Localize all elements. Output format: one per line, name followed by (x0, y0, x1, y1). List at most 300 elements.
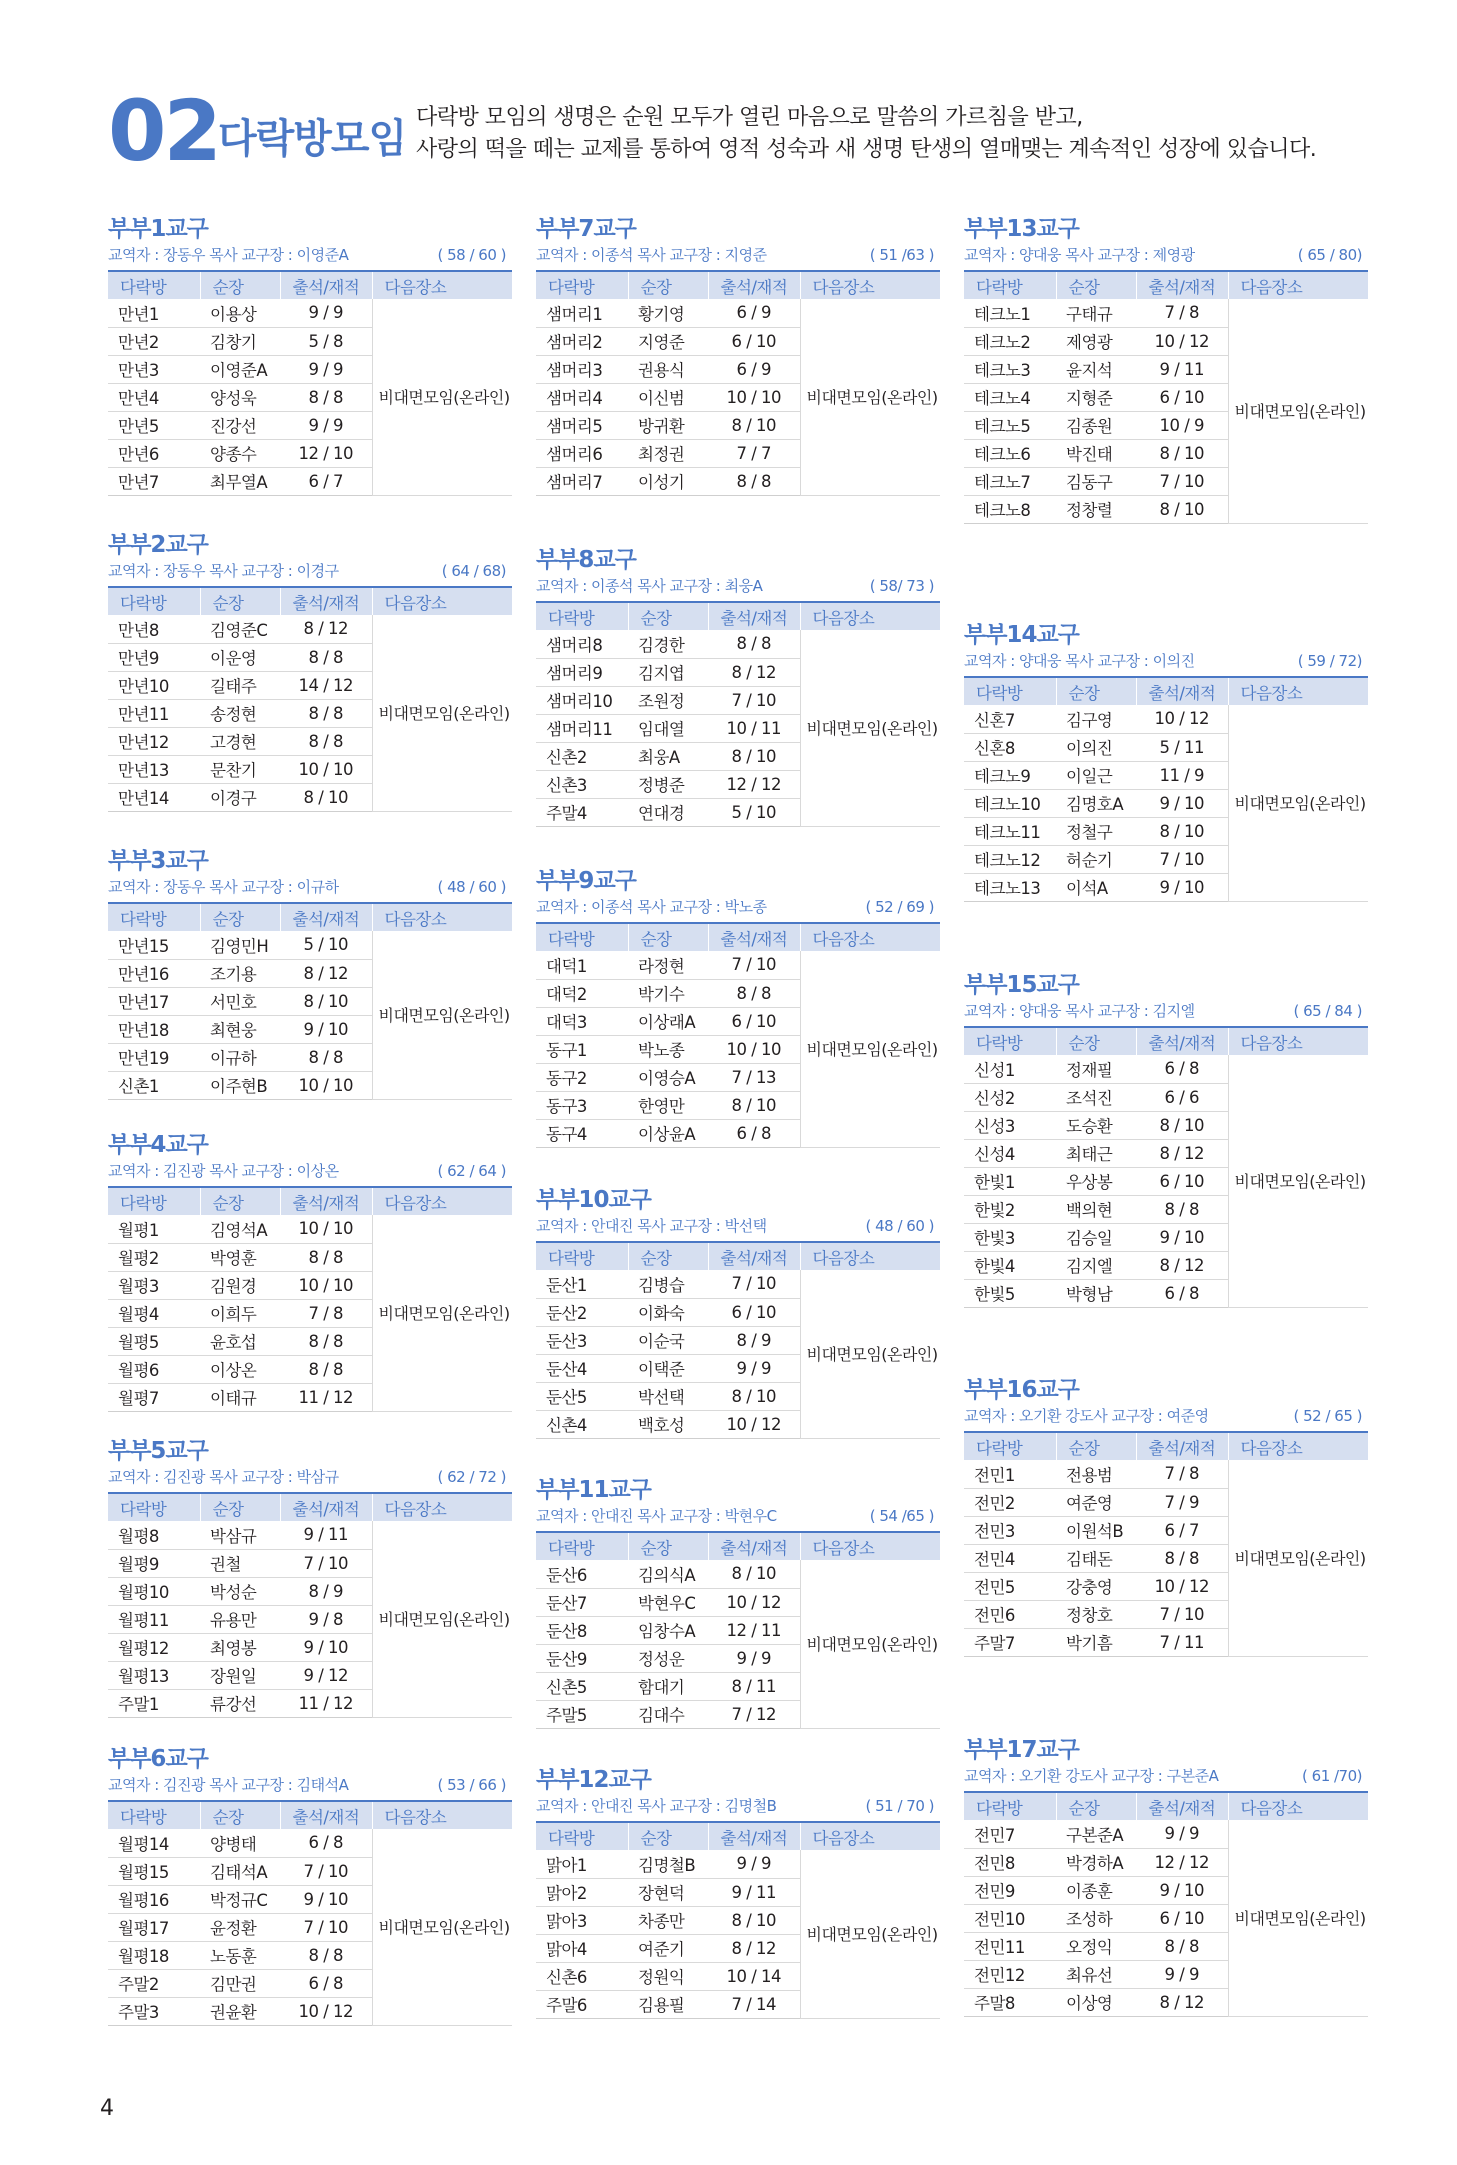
cell-attendance: 10 / 10 (280, 755, 372, 783)
cell-attendance: 6 / 9 (708, 355, 800, 383)
district-attendance-total: ( 64 / 68) (441, 562, 506, 580)
cell-attendance: 8 / 10 (1136, 495, 1228, 523)
cell-next-place: 비대면모임(온라인) (372, 1521, 512, 1717)
cell-attendance: 9 / 10 (280, 1633, 372, 1661)
table-row (964, 1820, 1368, 1848)
cell-leader: 이영승A (628, 1063, 708, 1091)
cell-next-place: 비대면모임(온라인) (1228, 1055, 1368, 1307)
cell-attendance: 9 / 9 (1136, 1960, 1228, 1988)
cell-leader: 최태근 (1056, 1139, 1136, 1167)
cell-attendance: 7 / 8 (280, 1299, 372, 1327)
cell-attendance: 8 / 10 (708, 1382, 800, 1410)
cell-leader: 최웅A (628, 742, 708, 770)
cell-attendance: 8 / 12 (1136, 1139, 1228, 1167)
cell-leader: 윤정환 (200, 1913, 280, 1941)
district-attendance-total: ( 53 / 66 ) (437, 1776, 506, 1794)
cell-room: 테크노6 (964, 439, 1056, 467)
cell-leader: 고경현 (200, 727, 280, 755)
cell-attendance: 12 / 11 (708, 1616, 800, 1644)
cell-room: 월평5 (108, 1327, 200, 1355)
table-header-row (964, 271, 1368, 299)
cell-room: 신성1 (964, 1055, 1056, 1083)
cell-leader: 박노종 (628, 1035, 708, 1063)
cell-attendance: 9 / 11 (280, 1521, 372, 1549)
district-block (536, 866, 940, 1148)
cell-attendance: 6 / 8 (1136, 1279, 1228, 1307)
cell-room: 월평3 (108, 1271, 200, 1299)
cell-leader: 이희두 (200, 1299, 280, 1327)
cell-attendance: 10 / 11 (708, 714, 800, 742)
cell-attendance: 9 / 11 (1136, 355, 1228, 383)
cell-leader: 박기수 (628, 979, 708, 1007)
district-staff: 교역자 : 안대진 목사 교구장 : 김명철B (536, 1797, 777, 1815)
cell-attendance: 8 / 10 (280, 987, 372, 1015)
table-row (108, 1829, 512, 1857)
cell-attendance: 7 / 10 (280, 1549, 372, 1577)
district-attendance-total: ( 58/ 73 ) (869, 577, 934, 595)
district-block (964, 1375, 1368, 1657)
cell-leader: 이태규 (200, 1383, 280, 1411)
header-next-place: 다음장소 (800, 271, 940, 299)
cell-leader: 강충영 (1056, 1572, 1136, 1600)
district-title: 부부8교구 (536, 547, 636, 573)
section-title: 다락방모임 (218, 116, 407, 162)
district-table (108, 586, 512, 812)
cell-leader: 이영준A (200, 355, 280, 383)
cell-leader: 김구영 (1056, 705, 1136, 733)
cell-attendance: 8 / 10 (1136, 439, 1228, 467)
district-attendance-total: ( 52 / 69 ) (865, 898, 934, 916)
table-row (964, 299, 1368, 327)
district-attendance-total: ( 65 / 84 ) (1293, 1002, 1362, 1020)
district-staff: 교역자 : 오기환 강도사 교구장 : 구본준A (964, 1767, 1219, 1785)
cell-room: 신촌1 (108, 1071, 200, 1099)
cell-room: 둔산6 (536, 1560, 628, 1588)
cell-attendance: 7 / 10 (280, 1857, 372, 1885)
district-staff: 교역자 : 양대웅 목사 교구장 : 김지엘 (964, 1002, 1195, 1020)
cell-leader: 이주현B (200, 1071, 280, 1099)
district-title: 부부11교구 (536, 1477, 651, 1503)
cell-leader: 백의현 (1056, 1195, 1136, 1223)
cell-leader: 백호성 (628, 1410, 708, 1438)
cell-room: 전민8 (964, 1848, 1056, 1876)
cell-leader: 김동구 (1056, 467, 1136, 495)
table-row (108, 615, 512, 643)
district-staff: 교역자 : 양대웅 목사 교구장 : 제영광 (964, 246, 1195, 264)
cell-leader: 최무열A (200, 467, 280, 495)
cell-attendance: 12 / 10 (280, 439, 372, 467)
header-room: 다락방 (536, 1822, 628, 1850)
cell-room: 주말2 (108, 1969, 200, 1997)
header-room: 다락방 (964, 1432, 1056, 1460)
cell-attendance: 7 / 14 (708, 1990, 800, 2018)
district-staff: 교역자 : 오기환 강도사 교구장 : 여준영 (964, 1407, 1209, 1425)
header-room: 다락방 (536, 1532, 628, 1560)
district-title: 부부7교구 (536, 216, 636, 242)
district-info (964, 650, 1368, 672)
cell-next-place: 비대면모임(온라인) (800, 951, 940, 1147)
district-attendance-total: ( 61 /70) (1302, 1767, 1362, 1785)
header-leader: 순장 (200, 271, 280, 299)
cell-leader: 권윤환 (200, 1997, 280, 2025)
cell-attendance: 8 / 9 (280, 1577, 372, 1605)
header-leader: 순장 (628, 602, 708, 630)
table-header-row (108, 1187, 512, 1215)
cell-room: 전민7 (964, 1820, 1056, 1848)
table-row (536, 630, 940, 658)
cell-room: 신혼7 (964, 705, 1056, 733)
page-header (108, 82, 1368, 180)
cell-room: 샘머리5 (536, 411, 628, 439)
cell-room: 전민12 (964, 1960, 1056, 1988)
cell-leader: 진강선 (200, 411, 280, 439)
cell-leader: 이의진 (1056, 733, 1136, 761)
cell-room: 월평18 (108, 1941, 200, 1969)
cell-leader: 김종원 (1056, 411, 1136, 439)
cell-next-place: 비대면모임(온라인) (372, 1215, 512, 1411)
table-row (108, 1215, 512, 1243)
district-info (536, 1505, 940, 1527)
district-table (964, 1431, 1368, 1657)
district-table (536, 1821, 940, 2019)
cell-room: 만년7 (108, 467, 200, 495)
header-room: 다락방 (964, 1027, 1056, 1055)
cell-leader: 정성운 (628, 1644, 708, 1672)
header-room: 다락방 (964, 271, 1056, 299)
district-table (964, 676, 1368, 902)
cell-attendance: 10 / 12 (708, 1588, 800, 1616)
cell-leader: 박진태 (1056, 439, 1136, 467)
cell-room: 테크노3 (964, 355, 1056, 383)
cell-room: 테크노5 (964, 411, 1056, 439)
cell-room: 테크노9 (964, 761, 1056, 789)
cell-room: 신촌2 (536, 742, 628, 770)
header-next-place: 다음장소 (1228, 1027, 1368, 1055)
cell-room: 전민9 (964, 1876, 1056, 1904)
cell-room: 맑아1 (536, 1850, 628, 1878)
cell-leader: 정창렬 (1056, 495, 1136, 523)
header-leader: 순장 (1056, 271, 1136, 299)
cell-leader: 박선택 (628, 1382, 708, 1410)
cell-leader: 정병준 (628, 770, 708, 798)
district-table (964, 1791, 1368, 2017)
cell-room: 만년5 (108, 411, 200, 439)
description-line-2: 사랑의 떡을 떼는 교제를 통하여 영적 성숙과 새 생명 탄생의 열매맺는 계속적인 성장에 있습니다. (416, 137, 1317, 162)
cell-next-place: 비대면모임(온라인) (372, 931, 512, 1099)
cell-attendance: 7 / 10 (1136, 845, 1228, 873)
cell-leader: 이성기 (628, 467, 708, 495)
cell-leader: 허순기 (1056, 845, 1136, 873)
cell-leader: 이종훈 (1056, 1876, 1136, 1904)
cell-room: 만년16 (108, 959, 200, 987)
cell-attendance: 7 / 11 (1136, 1628, 1228, 1656)
cell-next-place: 비대면모임(온라인) (372, 615, 512, 811)
table-header-row (964, 677, 1368, 705)
cell-next-place: 비대면모임(온라인) (800, 630, 940, 826)
district-staff: 교역자 : 장동우 목사 교구장 : 이영준A (108, 246, 349, 264)
district-staff: 교역자 : 장동우 목사 교구장 : 이규하 (108, 878, 339, 896)
cell-leader: 박영훈 (200, 1243, 280, 1271)
cell-leader: 이상영 (1056, 1988, 1136, 2016)
cell-attendance: 8 / 8 (280, 643, 372, 671)
header-next-place: 다음장소 (372, 1801, 512, 1829)
cell-room: 월평15 (108, 1857, 200, 1885)
cell-room: 전민10 (964, 1904, 1056, 1932)
cell-leader: 여준기 (628, 1934, 708, 1962)
cell-leader: 박경하A (1056, 1848, 1136, 1876)
cell-leader: 장현덕 (628, 1878, 708, 1906)
cell-leader: 길태주 (200, 671, 280, 699)
district-block (536, 214, 940, 496)
cell-attendance: 7 / 10 (280, 1913, 372, 1941)
cell-room: 동구1 (536, 1035, 628, 1063)
cell-leader: 지영준 (628, 327, 708, 355)
cell-room: 테크노8 (964, 495, 1056, 523)
table-row (964, 705, 1368, 733)
district-block (108, 214, 512, 496)
cell-room: 만년2 (108, 327, 200, 355)
district-info (536, 896, 940, 918)
cell-room: 둔산5 (536, 1382, 628, 1410)
cell-attendance: 8 / 10 (708, 411, 800, 439)
cell-room: 샘머리4 (536, 383, 628, 411)
cell-attendance: 8 / 8 (280, 1355, 372, 1383)
cell-room: 월평8 (108, 1521, 200, 1549)
cell-leader: 임창수A (628, 1616, 708, 1644)
cell-leader: 김승일 (1056, 1223, 1136, 1251)
cell-leader: 양병태 (200, 1829, 280, 1857)
header-room: 다락방 (536, 1242, 628, 1270)
cell-attendance: 10 / 9 (1136, 411, 1228, 439)
district-block (964, 970, 1368, 1308)
cell-leader: 정재필 (1056, 1055, 1136, 1083)
cell-leader: 서민호 (200, 987, 280, 1015)
district-block (964, 214, 1368, 524)
cell-attendance: 9 / 10 (1136, 873, 1228, 901)
district-attendance-total: ( 48 / 60 ) (437, 878, 506, 896)
header-leader: 순장 (628, 271, 708, 299)
district-info (964, 1000, 1368, 1022)
cell-room: 샘머리6 (536, 439, 628, 467)
section-number: 02 (108, 82, 219, 180)
header-room: 다락방 (108, 1187, 200, 1215)
cell-room: 월평17 (108, 1913, 200, 1941)
header-room: 다락방 (536, 271, 628, 299)
header-attendance: 출석/재적 (708, 1822, 800, 1850)
table-header-row (536, 1822, 940, 1850)
cell-room: 테크노10 (964, 789, 1056, 817)
cell-attendance: 9 / 9 (1136, 1820, 1228, 1848)
cell-room: 만년4 (108, 383, 200, 411)
cell-room: 월평1 (108, 1215, 200, 1243)
header-attendance: 출석/재적 (280, 271, 372, 299)
cell-room: 맑아2 (536, 1878, 628, 1906)
district-title: 부부16교구 (964, 1377, 1079, 1403)
district-attendance-total: ( 65 / 80) (1297, 246, 1362, 264)
cell-room: 한빛3 (964, 1223, 1056, 1251)
district-block (536, 1765, 940, 2019)
table-header-row (964, 1792, 1368, 1820)
cell-room: 샘머리9 (536, 658, 628, 686)
cell-leader: 김경한 (628, 630, 708, 658)
district-info (108, 560, 512, 582)
header-room: 다락방 (108, 1493, 200, 1521)
cell-room: 만년12 (108, 727, 200, 755)
cell-room: 신촌5 (536, 1672, 628, 1700)
district-block (964, 620, 1368, 902)
table-header-row (108, 903, 512, 931)
cell-attendance: 10 / 10 (708, 383, 800, 411)
district-attendance-total: ( 51 / 70 ) (865, 1797, 934, 1815)
cell-leader: 정철구 (1056, 817, 1136, 845)
header-leader: 순장 (1056, 1027, 1136, 1055)
cell-leader: 김명호A (1056, 789, 1136, 817)
cell-leader: 김창기 (200, 327, 280, 355)
cell-leader: 이택준 (628, 1354, 708, 1382)
header-leader: 순장 (628, 1532, 708, 1560)
table-row (536, 1560, 940, 1588)
district-info (108, 876, 512, 898)
header-attendance: 출석/재적 (280, 587, 372, 615)
table-header-row (108, 587, 512, 615)
cell-leader: 최유선 (1056, 1960, 1136, 1988)
district-attendance-total: ( 59 / 72) (1297, 652, 1362, 670)
cell-room: 둔산3 (536, 1326, 628, 1354)
cell-leader: 김명철B (628, 1850, 708, 1878)
cell-leader: 정원익 (628, 1962, 708, 1990)
district-info (108, 1160, 512, 1182)
header-room: 다락방 (108, 587, 200, 615)
district-info (536, 575, 940, 597)
header-next-place: 다음장소 (800, 1532, 940, 1560)
header-next-place: 다음장소 (800, 923, 940, 951)
table-header-row (536, 271, 940, 299)
cell-room: 월평9 (108, 1549, 200, 1577)
district-staff: 교역자 : 안대진 목사 교구장 : 박선택 (536, 1217, 767, 1235)
cell-room: 월평12 (108, 1633, 200, 1661)
cell-leader: 조기용 (200, 959, 280, 987)
header-next-place: 다음장소 (1228, 271, 1368, 299)
table-header-row (108, 1801, 512, 1829)
cell-attendance: 8 / 8 (280, 1243, 372, 1271)
cell-attendance: 9 / 10 (280, 1015, 372, 1043)
table-header-row (536, 1532, 940, 1560)
cell-leader: 노동훈 (200, 1941, 280, 1969)
header-room: 다락방 (108, 1801, 200, 1829)
cell-room: 테크노4 (964, 383, 1056, 411)
header-leader: 순장 (200, 903, 280, 931)
district-table (108, 902, 512, 1100)
cell-room: 동구2 (536, 1063, 628, 1091)
district-title: 부부2교구 (108, 532, 208, 558)
cell-attendance: 5 / 10 (280, 931, 372, 959)
cell-leader: 양성욱 (200, 383, 280, 411)
cell-attendance: 7 / 8 (1136, 299, 1228, 327)
cell-leader: 류강선 (200, 1689, 280, 1717)
district-block (536, 1185, 940, 1439)
cell-attendance: 8 / 8 (708, 630, 800, 658)
district-table (108, 270, 512, 496)
cell-room: 만년18 (108, 1015, 200, 1043)
cell-attendance: 8 / 10 (708, 742, 800, 770)
table-header-row (964, 1432, 1368, 1460)
section-description (416, 102, 1316, 166)
cell-room: 테크노13 (964, 873, 1056, 901)
header-leader: 순장 (628, 1822, 708, 1850)
district-table (536, 1531, 940, 1729)
cell-room: 전민11 (964, 1932, 1056, 1960)
cell-room: 신혼8 (964, 733, 1056, 761)
district-staff: 교역자 : 장동우 목사 교구장 : 이경구 (108, 562, 339, 580)
page-number: 4 (100, 2096, 114, 2121)
cell-attendance: 8 / 12 (708, 1934, 800, 1962)
header-leader: 순장 (200, 1801, 280, 1829)
district-title: 부부15교구 (964, 972, 1079, 998)
table-header-row (964, 1027, 1368, 1055)
cell-next-place: 비대면모임(온라인) (1228, 299, 1368, 523)
table-row (536, 951, 940, 979)
cell-attendance: 11 / 9 (1136, 761, 1228, 789)
district-info (108, 1774, 512, 1796)
cell-attendance: 9 / 10 (1136, 1223, 1228, 1251)
cell-attendance: 9 / 10 (1136, 1876, 1228, 1904)
cell-leader: 이신범 (628, 383, 708, 411)
cell-attendance: 12 / 12 (708, 770, 800, 798)
cell-leader: 도승환 (1056, 1111, 1136, 1139)
cell-room: 샘머리2 (536, 327, 628, 355)
cell-attendance: 8 / 12 (1136, 1251, 1228, 1279)
district-table (536, 601, 940, 827)
cell-attendance: 6 / 10 (1136, 1167, 1228, 1195)
cell-leader: 조석진 (1056, 1083, 1136, 1111)
table-row (536, 299, 940, 327)
cell-leader: 구태규 (1056, 299, 1136, 327)
table-row (536, 1850, 940, 1878)
district-attendance-total: ( 58 / 60 ) (437, 246, 506, 264)
cell-leader: 박성순 (200, 1577, 280, 1605)
cell-room: 만년11 (108, 699, 200, 727)
header-attendance: 출석/재적 (708, 923, 800, 951)
cell-leader: 박정규C (200, 1885, 280, 1913)
cell-room: 테크노12 (964, 845, 1056, 873)
cell-attendance: 7 / 13 (708, 1063, 800, 1091)
cell-attendance: 8 / 10 (708, 1560, 800, 1588)
cell-room: 주말6 (536, 1990, 628, 2018)
cell-attendance: 8 / 10 (1136, 1111, 1228, 1139)
cell-room: 한빛1 (964, 1167, 1056, 1195)
district-info (964, 1765, 1368, 1787)
cell-room: 만년17 (108, 987, 200, 1015)
cell-attendance: 6 / 10 (708, 327, 800, 355)
table-row (964, 1055, 1368, 1083)
cell-room: 월평7 (108, 1383, 200, 1411)
cell-attendance: 7 / 10 (708, 951, 800, 979)
cell-room: 월평6 (108, 1355, 200, 1383)
cell-leader: 김만권 (200, 1969, 280, 1997)
district-staff: 교역자 : 김진광 목사 교구장 : 이상온 (108, 1162, 339, 1180)
cell-leader: 최영봉 (200, 1633, 280, 1661)
cell-attendance: 7 / 10 (708, 1270, 800, 1298)
cell-leader: 방귀환 (628, 411, 708, 439)
cell-room: 둔산4 (536, 1354, 628, 1382)
cell-room: 동구3 (536, 1091, 628, 1119)
cell-leader: 김영석A (200, 1215, 280, 1243)
district-block (964, 1735, 1368, 2017)
cell-room: 둔산1 (536, 1270, 628, 1298)
cell-attendance: 10 / 10 (280, 1271, 372, 1299)
cell-attendance: 5 / 11 (1136, 733, 1228, 761)
cell-next-place: 비대면모임(온라인) (1228, 705, 1368, 901)
